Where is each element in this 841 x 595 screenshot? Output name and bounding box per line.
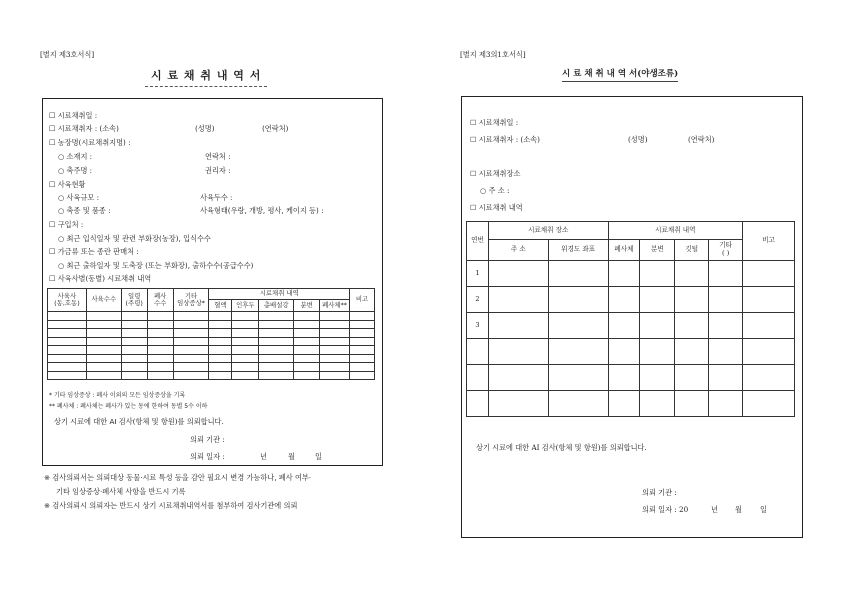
table-cell[interactable] xyxy=(640,391,675,417)
table-cell[interactable] xyxy=(548,313,608,339)
th-dead: 폐사 수수 xyxy=(147,289,173,312)
table-cell[interactable] xyxy=(675,261,709,287)
right-request-text: 상기 시료에 대한 AI 검사(항체 및 항원)를 의뢰합니다. xyxy=(476,443,647,452)
th-note: 비고 xyxy=(350,289,375,312)
th-seq: 연번 xyxy=(467,222,489,261)
table-cell[interactable] xyxy=(709,313,743,339)
table-cell[interactable] xyxy=(350,371,375,380)
table-cell[interactable] xyxy=(173,363,209,372)
table-cell[interactable] xyxy=(640,261,675,287)
left-footer-1: ※ 검사의뢰서는 의뢰대상 동물·시료 특성 등을 감안 필요시 변경 가능하나, 폐사 여부· xyxy=(44,473,312,482)
table-cell[interactable] xyxy=(209,312,232,321)
table-cell[interactable] xyxy=(350,320,375,329)
table-row xyxy=(467,339,795,365)
th-carcass: 폐사체 xyxy=(608,240,640,261)
right-request-date: 의뢰 일자 : 20 xyxy=(642,505,689,514)
table-cell[interactable] xyxy=(294,337,320,346)
table-cell[interactable] xyxy=(640,339,675,365)
left-form-label: [별지 제3호서식] xyxy=(40,50,95,59)
th-blood: 혈액 xyxy=(209,300,232,312)
table-cell[interactable] xyxy=(173,312,209,321)
table-cell[interactable] xyxy=(743,313,795,339)
th-coords: 위경도 좌표 xyxy=(548,240,608,261)
table-cell[interactable] xyxy=(350,346,375,355)
table-cell[interactable] xyxy=(121,337,147,346)
table-cell[interactable] xyxy=(259,363,294,372)
th-carcass: 폐사체** xyxy=(320,300,350,312)
table-cell[interactable] xyxy=(147,363,173,372)
table-cell[interactable] xyxy=(232,346,259,355)
table-cell[interactable] xyxy=(488,287,548,313)
table-cell[interactable] xyxy=(86,320,121,329)
table-cell[interactable] xyxy=(675,287,709,313)
table-cell[interactable] xyxy=(488,391,548,417)
left-year: 년 xyxy=(260,452,267,461)
table-cell[interactable] xyxy=(548,261,608,287)
left-head-count: 사육두수 : xyxy=(200,193,233,202)
table-cell[interactable] xyxy=(294,354,320,363)
table-cell[interactable] xyxy=(121,363,147,372)
table-row xyxy=(48,312,375,321)
table-row xyxy=(48,371,375,380)
th-count: 사육수수 xyxy=(86,289,121,312)
left-line-owner: ○ 축주명 : xyxy=(58,166,93,175)
right-day: 일 xyxy=(760,505,767,514)
th-oral: 인후두 xyxy=(232,300,259,312)
left-month: 월 xyxy=(288,452,295,461)
table-cell[interactable] xyxy=(232,312,259,321)
table-cell[interactable] xyxy=(320,354,350,363)
table-row xyxy=(48,320,375,329)
table-cell[interactable] xyxy=(173,371,209,380)
th-feather: 깃털 xyxy=(675,240,709,261)
table-cell[interactable] xyxy=(259,337,294,346)
right-title: 시 료 채 취 내 역 서(야생조류) xyxy=(562,67,678,82)
left-line-rearing: ☐ 사육현황 xyxy=(49,180,86,189)
right-line-address: ○ 주 소 : xyxy=(480,186,510,195)
table-cell[interactable] xyxy=(86,346,121,355)
table-cell[interactable] xyxy=(488,339,548,365)
table-cell[interactable] xyxy=(232,320,259,329)
table-cell[interactable] xyxy=(209,363,232,372)
table-cell[interactable] xyxy=(259,371,294,380)
table-cell[interactable] xyxy=(121,320,147,329)
left-note-2: ** 폐사체 : 폐사체는 폐사가 있는 동에 한하여 동별 5수 이하 xyxy=(49,403,208,410)
row-number: 2 xyxy=(467,287,489,313)
th-barn: 사육사 (동,호동) xyxy=(48,289,87,312)
table-cell[interactable] xyxy=(48,312,87,321)
table-cell[interactable] xyxy=(743,287,795,313)
table-cell[interactable] xyxy=(121,354,147,363)
table-cell[interactable] xyxy=(640,287,675,313)
left-line-scale: ○ 사육규모 : xyxy=(58,193,100,202)
table-cell[interactable] xyxy=(675,365,709,391)
table-cell[interactable] xyxy=(173,337,209,346)
table-cell[interactable] xyxy=(548,339,608,365)
table-cell[interactable] xyxy=(640,365,675,391)
table-cell[interactable] xyxy=(121,312,147,321)
table-cell[interactable] xyxy=(147,354,173,363)
table-cell[interactable] xyxy=(259,329,294,338)
left-line-location: ○ 소재지 : xyxy=(58,152,93,161)
right-line-record: ☐ 시료채취 내역 xyxy=(470,203,523,212)
table-row xyxy=(467,391,795,417)
left-requester: 의뢰 기관 : xyxy=(190,435,225,444)
table-cell[interactable] xyxy=(743,365,795,391)
table-cell[interactable] xyxy=(608,391,640,417)
left-title: 시 료 채 취 내 역 서 xyxy=(145,67,267,87)
table-cell[interactable] xyxy=(121,346,147,355)
table-row xyxy=(48,329,375,338)
table-cell[interactable] xyxy=(294,329,320,338)
table-cell[interactable] xyxy=(294,346,320,355)
table-cell[interactable] xyxy=(121,371,147,380)
table-cell[interactable] xyxy=(48,337,87,346)
table-cell[interactable] xyxy=(209,346,232,355)
left-line-barn-record: ☐ 사육사별(동별) 시료채취 내역 xyxy=(49,274,152,283)
th-other: 기타 ( ) xyxy=(709,240,743,261)
left-day: 일 xyxy=(315,452,322,461)
left-line-sales: ☐ 가금류 또는 종란 판매처 : xyxy=(49,247,139,256)
table-cell[interactable] xyxy=(640,313,675,339)
table-cell[interactable] xyxy=(608,261,640,287)
th-feces: 분변 xyxy=(640,240,675,261)
th-sampling-group: 시료채취 내역 xyxy=(209,289,350,300)
right-requester: 의뢰 기관 : xyxy=(642,488,677,497)
table-cell[interactable] xyxy=(209,337,232,346)
table-cell[interactable] xyxy=(675,391,709,417)
row-number xyxy=(467,391,489,417)
table-cell[interactable] xyxy=(709,261,743,287)
right-line-date: ☐ 시료채취일 : xyxy=(470,118,519,127)
table-row xyxy=(48,346,375,355)
row-number: 3 xyxy=(467,313,489,339)
table-cell[interactable] xyxy=(548,287,608,313)
left-line-stocking: ○ 최근 입식일자 및 관련 부화장(농장), 입식수수 xyxy=(58,234,211,243)
th-age: 일령 (주령) xyxy=(121,289,147,312)
table-cell[interactable] xyxy=(743,391,795,417)
table-cell[interactable] xyxy=(173,320,209,329)
table-row xyxy=(467,313,795,339)
table-cell[interactable] xyxy=(259,346,294,355)
table-cell[interactable] xyxy=(320,312,350,321)
left-rights-holder: 권리자 : xyxy=(205,166,231,175)
left-request-text: 상기 시료에 대한 AI 검사(항체 및 항원)를 의뢰합니다. xyxy=(54,417,224,426)
right-sign-name: (성명) xyxy=(628,135,648,144)
left-rearing-type: 사육형태(우랑, 개방, 평사, 케이지 등) : xyxy=(200,206,324,215)
table-cell[interactable] xyxy=(320,329,350,338)
table-cell[interactable] xyxy=(548,365,608,391)
table-cell[interactable] xyxy=(232,329,259,338)
table-cell[interactable] xyxy=(608,365,640,391)
table-cell[interactable] xyxy=(86,337,121,346)
right-line-collector: ☐ 시료채취자 : (소속) xyxy=(470,135,540,144)
table-cell[interactable] xyxy=(48,371,87,380)
table-cell[interactable] xyxy=(350,312,375,321)
left-line-purchase: ☐ 구입처 : xyxy=(49,220,84,229)
table-cell[interactable] xyxy=(48,320,87,329)
th-cloaca: 총배설강 xyxy=(259,300,294,312)
table-cell[interactable] xyxy=(259,354,294,363)
table-cell[interactable] xyxy=(48,363,87,372)
left-footer-3: ※ 검사의뢰시 의뢰자는 반드시 상기 시료채취내역서를 첨부하여 검사기관에 의뢰 xyxy=(44,501,298,510)
table-cell[interactable] xyxy=(294,320,320,329)
table-cell[interactable] xyxy=(232,337,259,346)
table-cell[interactable] xyxy=(173,346,209,355)
th-detail: 시료채취 내역 xyxy=(608,222,743,240)
table-cell[interactable] xyxy=(608,339,640,365)
table-cell[interactable] xyxy=(350,363,375,372)
left-sign-name: (성명) xyxy=(195,124,215,133)
right-year: 년 xyxy=(711,505,718,514)
left-line-species: ○ 축종 및 품종 : xyxy=(58,206,111,215)
left-line-farm: ☐ 농장명(시료채취지명) : xyxy=(49,138,131,147)
table-cell[interactable] xyxy=(147,346,173,355)
table-cell[interactable] xyxy=(320,371,350,380)
table-cell[interactable] xyxy=(86,354,121,363)
left-contact: (연락처) xyxy=(262,124,289,133)
row-number: 1 xyxy=(467,261,489,287)
table-cell[interactable] xyxy=(147,371,173,380)
table-row xyxy=(467,365,795,391)
th-place: 시료채취 장소 xyxy=(488,222,608,240)
table-cell[interactable] xyxy=(86,329,121,338)
table-row xyxy=(467,287,795,313)
left-sampling-table xyxy=(47,288,375,380)
table-cell[interactable] xyxy=(709,287,743,313)
left-request-date: 의뢰 일자 : xyxy=(190,452,225,461)
table-row xyxy=(467,261,795,287)
table-cell[interactable] xyxy=(173,354,209,363)
table-cell[interactable] xyxy=(320,346,350,355)
table-cell[interactable] xyxy=(709,365,743,391)
table-cell[interactable] xyxy=(232,354,259,363)
table-cell[interactable] xyxy=(320,363,350,372)
table-cell[interactable] xyxy=(147,337,173,346)
table-row xyxy=(48,363,375,372)
table-cell[interactable] xyxy=(320,337,350,346)
left-line-date: ☐ 시료채취일 : xyxy=(49,111,98,120)
table-cell[interactable] xyxy=(350,337,375,346)
table-cell[interactable] xyxy=(147,320,173,329)
table-cell[interactable] xyxy=(350,354,375,363)
table-cell[interactable] xyxy=(488,313,548,339)
left-line-collector: ☐ 시료채취자 : (소속) xyxy=(49,124,119,133)
right-month: 월 xyxy=(735,505,742,514)
right-form-label: [별지 제3의1호서식] xyxy=(460,50,526,59)
table-row xyxy=(48,354,375,363)
table-cell[interactable] xyxy=(709,391,743,417)
th-address: 주 소 xyxy=(488,240,548,261)
table-cell[interactable] xyxy=(209,371,232,380)
table-cell[interactable] xyxy=(86,312,121,321)
table-cell[interactable] xyxy=(675,339,709,365)
table-cell[interactable] xyxy=(48,354,87,363)
table-cell[interactable] xyxy=(675,313,709,339)
left-note-1: * 기타 임상증상 : 폐사 이외의 모든 임상증상을 기록 xyxy=(49,392,186,399)
table-cell[interactable] xyxy=(709,339,743,365)
table-cell[interactable] xyxy=(350,329,375,338)
table-cell[interactable] xyxy=(608,313,640,339)
right-line-place: ☐ 시료채취장소 xyxy=(470,169,521,178)
table-cell[interactable] xyxy=(48,346,87,355)
table-cell[interactable] xyxy=(743,339,795,365)
table-cell[interactable] xyxy=(232,363,259,372)
table-cell[interactable] xyxy=(294,312,320,321)
table-cell[interactable] xyxy=(259,320,294,329)
row-number xyxy=(467,365,489,391)
table-cell[interactable] xyxy=(209,329,232,338)
table-cell[interactable] xyxy=(548,391,608,417)
right-contact: (연락처) xyxy=(688,135,715,144)
th-feces: 분변 xyxy=(294,300,320,312)
table-cell[interactable] xyxy=(147,312,173,321)
table-cell[interactable] xyxy=(259,312,294,321)
table-cell[interactable] xyxy=(209,320,232,329)
table-cell[interactable] xyxy=(488,261,548,287)
table-cell[interactable] xyxy=(86,363,121,372)
th-other: 기타 임상증상* xyxy=(173,289,209,312)
table-cell[interactable] xyxy=(608,287,640,313)
table-cell[interactable] xyxy=(86,371,121,380)
table-cell[interactable] xyxy=(232,371,259,380)
table-cell[interactable] xyxy=(173,329,209,338)
table-cell[interactable] xyxy=(320,320,350,329)
left-contact-person: 연락처 : xyxy=(205,152,231,161)
table-cell[interactable] xyxy=(209,354,232,363)
table-cell[interactable] xyxy=(294,371,320,380)
table-cell[interactable] xyxy=(48,329,87,338)
table-cell[interactable] xyxy=(743,261,795,287)
left-footer-2: 기타 임상증상·폐사체 사항을 반드시 기록 xyxy=(56,487,186,496)
table-cell[interactable] xyxy=(294,363,320,372)
left-line-shipping: ○ 최근 출하일자 및 도축장 (또는 부화장), 출하수수(공급수수) xyxy=(58,261,254,270)
table-cell[interactable] xyxy=(121,329,147,338)
th-note: 비고 xyxy=(743,222,795,261)
right-sampling-table xyxy=(466,221,795,417)
table-row xyxy=(48,337,375,346)
table-cell[interactable] xyxy=(488,365,548,391)
table-cell[interactable] xyxy=(147,329,173,338)
row-number xyxy=(467,339,489,365)
